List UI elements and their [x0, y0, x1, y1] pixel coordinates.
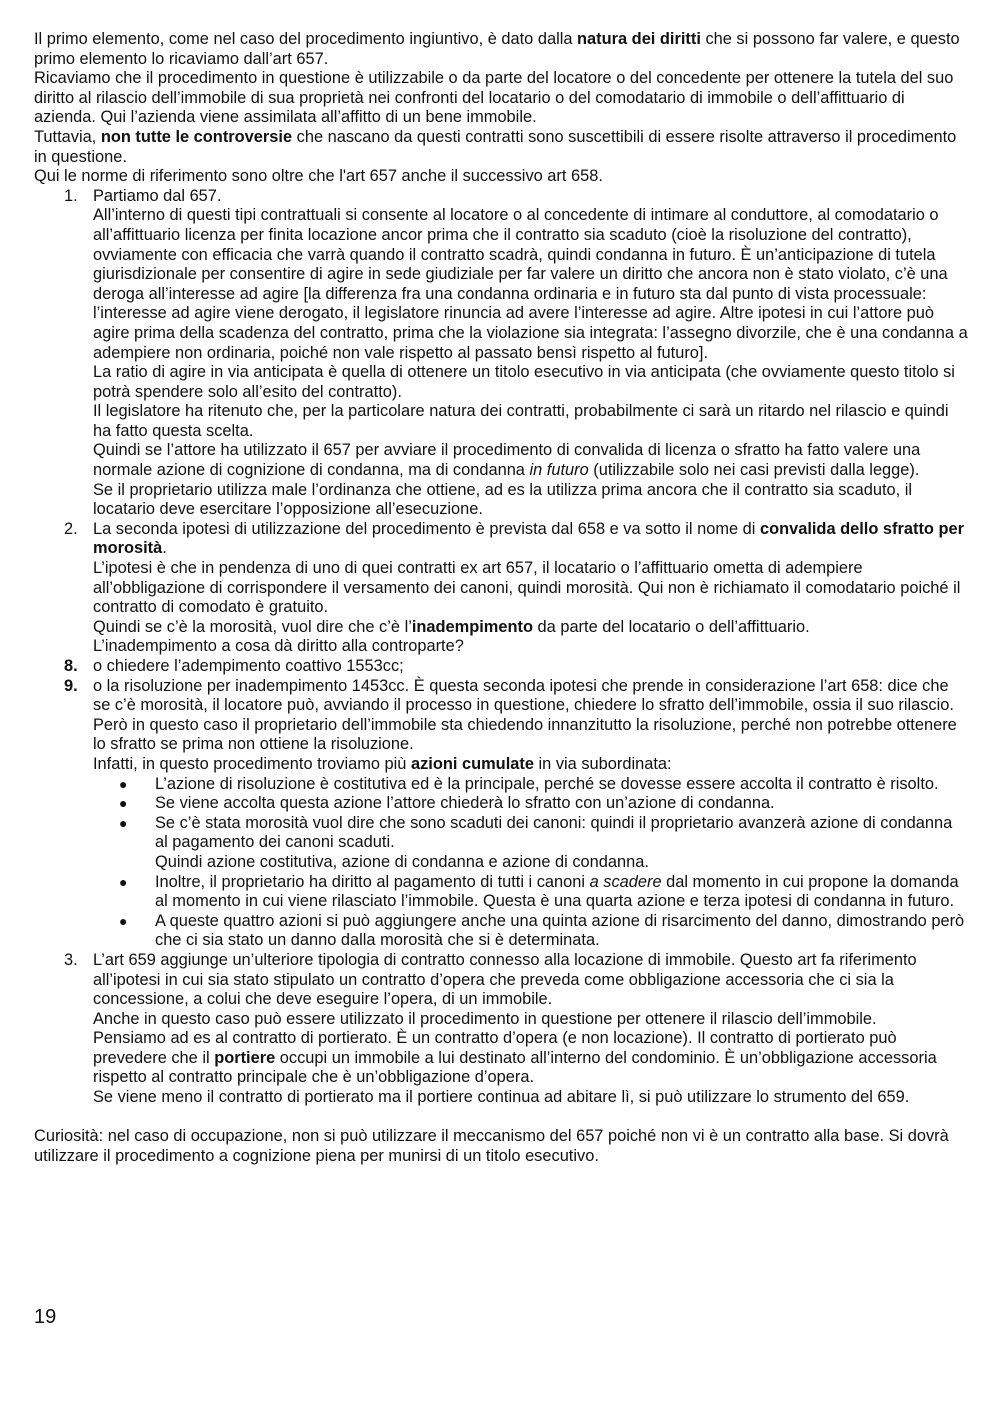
text-run: Curiosità: nel caso di occupazione, non si può utilizzare il meccanismo del 657 poiché non vi è un contratto alla base. Si dovrà utilizzare il procedimento a cognizione piena per munirsi di un titolo esecutivo. [34, 1127, 949, 1165]
text-run: Se viene meno il contratto di portierato ma il portiere continua ad abitare lì, si può utilizzare lo strumento del 659. [93, 1088, 910, 1107]
bullet-item [93, 912, 968, 951]
text-run: o la risoluzione per inadempimento 1453cc. È questa seconda ipotesi che prende in considerazione l’art 658: dice che se c’è morosità, il locatore può, avviando il processo in questione, chiedere lo sfratto dell’immobile, ossia il suo rilascio. Però in questo caso il proprietario dell’immobile sta chiedendo innanzitutto la risoluzione, perché non potrebbe ottenere lo sfratto se prima non ottiene la risoluzione. [93, 676, 957, 754]
text-run: Infatti, in questo procedimento troviamo più [93, 754, 411, 773]
numbered-item [34, 657, 968, 677]
intro-paragraph [34, 30, 968, 69]
text-run: L’art 659 aggiunge un’ulteriore tipologia di contratto connesso alla locazione di immobile. Questo art fa riferimento all’ipotesi in cui sia stato stipulato un contratto d’opera che preveda come obbligazione accessoria che ci sia la concessione, a colui che deve eseguire l’opera, di un immobile. [93, 950, 917, 1009]
numbered-item [34, 677, 968, 951]
item-paragraph [93, 441, 968, 480]
text-run: Quindi se c’è la morosità, vuol dire che c’è l’ [93, 617, 412, 636]
item-paragraph [93, 363, 968, 402]
numbered-item [34, 187, 968, 520]
item-paragraph [93, 559, 968, 618]
text-run: La seconda ipotesi di utilizzazione del procedimento è prevista dal 658 e va sotto il nome di [93, 519, 760, 538]
item-paragraph [93, 677, 968, 755]
text-run: Il legislatore ha ritenuto che, per la particolare natura dei contratti, probabilmente ci sarà un ritardo nel rilascio e quindi ha fatto questa scelta. [93, 402, 949, 440]
item-paragraph [93, 755, 968, 775]
list-number: 9. [64, 676, 78, 695]
italic-text: in futuro [529, 461, 589, 480]
intro-paragraph [34, 167, 968, 187]
text-run: L’azione di risoluzione è costitutiva ed è la principale, perché se dovesse essere accolta il contratto è risolto. [155, 774, 939, 793]
bullet-paragraph [155, 853, 968, 873]
bold-text: portiere [214, 1048, 276, 1067]
bullet-paragraph [155, 814, 968, 853]
intro-section [34, 30, 968, 187]
intro-paragraph [34, 128, 968, 167]
bold-text: natura dei diritti [577, 30, 701, 48]
text-run: La ratio di agire in via anticipata è quella di ottenere un titolo esecutivo in via anticipata (che ovviamente questo titolo si potrà spendere solo all’esito del contratto). [93, 363, 955, 401]
text-run: occupi un immobile a lui destinato all’interno del condominio. È un’obbligazione accessoria rispetto al contratto principale che è un’obbligazione d’opera. [93, 1048, 937, 1087]
numbered-item [34, 520, 968, 657]
text-run: che si possono far valere, e questo primo elemento lo ricaviamo dall’art 657. [34, 30, 960, 68]
text-run: Qui le norme di riferimento sono oltre che l'art 657 anche il successivo art 658. [34, 167, 603, 186]
text-run: L’ipotesi è che in pendenza di uno di quei contratti ex art 657, il locatario o l’affittuario ometta di adempiere all’obbligazione di corrispondere il versamento dei canoni, quindi morosità. Qui non è richiamato il comodatario poiché il contratto di comodato è gratuito. [93, 559, 961, 617]
text-run: che nascano da questi contratti sono suscettibili di essere risolte attraverso il procedimento in questione. [34, 127, 957, 166]
text-run: Se viene accolta questa azione l’attore chiederà lo sfratto con un’azione di condanna. [155, 794, 775, 813]
text-run: Partiamo dal 657. [93, 186, 222, 205]
page-number: 19 [34, 1306, 57, 1328]
text-run: L’inadempimento a cosa dà diritto alla controparte? [93, 637, 464, 656]
text-run: Se il proprietario utilizza male l’ordinanza che ottiene, ad es la utilizza prima ancora che il contratto sia scaduto, il locatario deve esercitare l’opposizione all’esecuzione. [93, 480, 913, 519]
text-run: (utilizzabile solo nei casi previsti dalla legge). [588, 461, 920, 480]
text-run: All’interno di questi tipi contrattuali si consente al locatore o al concedente di intimare al conduttore, al comodatario o all’affittuario licenza per finita locazione ancor prima che il contratto sia scaduto (cioè la risoluzione del contratto), ovviamente con efficacia che varrà quando il contratto scadrà, quindi condanna in futuro. È un’anticipazione di tutela giurisdizionale per consentire di agire in sede giudiziale per far valere un diritto che ancora non è stato violato, c’è una deroga all’interesse ad agire [la differenza fra una condanna ordinaria e in futuro sta dal punto di vista processuale: l’interesse ad agire viene derogato, il legislatore rinuncia ad avere l’interesse ad agire. Altre ipotesi in cui l’attore può agire prima della scadenza del contratto, prima che la violazione sia integrata: l’assegno divorzile, che è una condanna a adempiere non ordinaria, poiché non vale rispetto al passato bensì rispetto al futuro]. [93, 206, 968, 362]
list-number: 8. [64, 657, 78, 675]
bullet-item [93, 775, 968, 795]
item-paragraph [93, 1029, 968, 1088]
text-run: Quindi azione costitutiva, azione di condanna e azione di condanna. [155, 852, 649, 871]
bullet-item [93, 814, 968, 873]
closing-paragraph [34, 1127, 968, 1166]
numbered-list [34, 187, 968, 1108]
bullet-item [93, 873, 968, 912]
bullet-paragraph [155, 912, 968, 951]
list-number: 2. [64, 519, 78, 538]
text-run: Quindi se l’attore ha utilizzato il 657 per avviare il procedimento di convalida di licenza o sfratto ha fatto valere una normale azione di cognizione di condanna, ma di condanna [93, 441, 921, 480]
item-paragraph [93, 402, 968, 441]
bold-text: convalida dello sfratto per morosità [93, 519, 964, 558]
text-run: . [162, 539, 167, 558]
closing-section [34, 1127, 968, 1166]
item-paragraph [93, 206, 968, 363]
item-paragraph [93, 187, 968, 207]
bullet-icon: ● [119, 873, 128, 890]
bullet-paragraph [155, 775, 968, 795]
text-run: da parte del locatario o dell’affittuario. [532, 617, 810, 636]
bullet-item [93, 794, 968, 814]
item-paragraph [93, 1088, 968, 1108]
numbered-item [34, 951, 968, 1108]
text-run: Anche in questo caso può essere utilizzato il procedimento in questione per ottenere il rilascio dell’immobile. [93, 1009, 877, 1028]
item-paragraph [93, 1010, 968, 1030]
text-run: Tuttavia, [34, 127, 101, 146]
bullet-icon: ● [119, 814, 128, 831]
bullet-paragraph [155, 873, 968, 912]
document-page [34, 30, 968, 1166]
text-run: Inoltre, il proprietario ha diritto al pagamento di tutti i canoni [155, 872, 590, 891]
text-run: Il primo elemento, come nel caso del procedimento ingiuntivo, è dato dalla [34, 30, 578, 48]
item-paragraph [93, 951, 968, 1010]
bold-text: azioni cumulate [410, 754, 534, 773]
item-paragraph [93, 657, 968, 677]
intro-paragraph [34, 69, 968, 128]
bullet-paragraph [155, 794, 968, 814]
italic-text: a scadere [589, 872, 662, 891]
text-run: o chiedere l’adempimento coattivo 1553cc; [93, 657, 404, 675]
list-number: 1. [64, 186, 78, 205]
item-paragraph [93, 618, 968, 638]
text-run: Se c’è stata morosità vuol dire che sono scaduti dei canoni: quindi il proprietario avanzerà azione di condanna al pagamento dei canoni scaduti. [155, 813, 953, 852]
bullet-icon: ● [119, 912, 128, 929]
bullet-icon: ● [119, 775, 128, 792]
item-paragraph [93, 520, 968, 559]
bold-text: inadempimento [411, 617, 533, 636]
paragraph-gap [34, 1108, 968, 1128]
item-paragraph [93, 481, 968, 520]
text-run: in via subordinata: [533, 754, 672, 773]
text-run: A queste quattro azioni si può aggiungere anche una quinta azione di risarcimento del danno, dimostrando però che ci sia stato un danno dalla morosità che si è determinata. [155, 911, 965, 950]
text-run: dal momento in cui propone la domanda al momento in cui viene rilasciato l’immobile. Questa è una quarta azione e terza ipotesi di condanna in futuro. [155, 872, 959, 911]
bold-text: non tutte le controversie [100, 127, 293, 146]
list-number: 3. [64, 950, 78, 969]
text-run: Pensiamo ad es al contratto di portierato. È un contratto d’opera (e non locazione). Il contratto di portierato può prevedere che il [93, 1029, 897, 1067]
bullet-icon: ● [119, 795, 128, 812]
text-run: Ricaviamo che il procedimento in questione è utilizzabile o da parte del locatore o del concedente per ottenere la tutela del suo diritto al rilascio dell’immobile di sua proprietà nei confronti del locatario o del comodatario di immobile o dell’affittuario di azienda. Qui l’azienda viene assimilata all’affitto di un bene immobile. [34, 69, 954, 127]
item-paragraph [93, 637, 968, 657]
